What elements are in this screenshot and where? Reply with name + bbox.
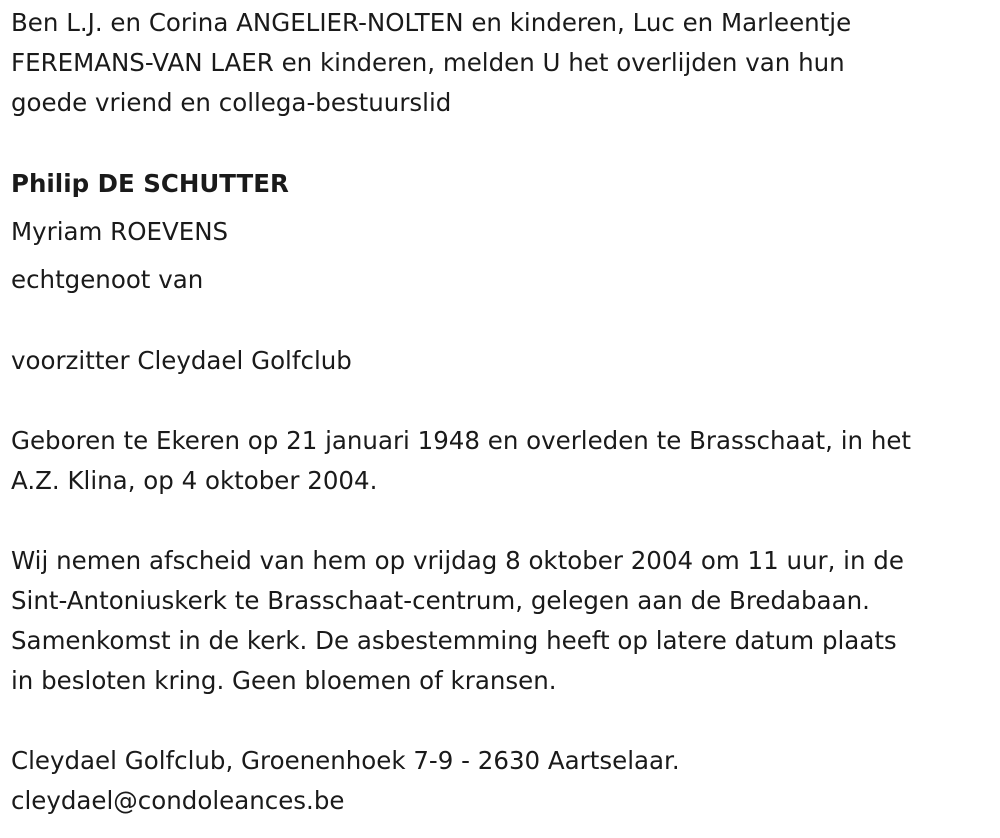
- intro-paragraph: [11, 3, 986, 123]
- relation-text: echtgenoot van: [11, 265, 204, 294]
- intro-line: Ben L.J. en Corina ANGELIER-NOLTEN en kinderen, Luc en Marleentje: [11, 8, 852, 37]
- role-text: voorzitter Cleydael Golfclub: [11, 346, 352, 375]
- spouse-name: Myriam ROEVENS: [11, 217, 229, 246]
- contact-address: Cleydael Golfclub, Groenenhoek 7-9 - 2630 Aartselaar.: [11, 746, 680, 775]
- intro-line: goede vriend en collega-bestuurslid: [11, 88, 452, 117]
- ceremony-paragraph: [11, 541, 986, 701]
- ceremony-line: Samenkomst in de kerk. De asbestemming heeft op latere datum plaats: [11, 626, 897, 655]
- contact-email: cleydael@condoleances.be: [11, 786, 345, 815]
- intro-line: FEREMANS-VAN LAER en kinderen, melden U het overlijden van hun: [11, 48, 845, 77]
- ceremony-line: Sint-Antoniuskerk te Brasschaat-centrum, gelegen aan de Bredabaan.: [11, 586, 870, 615]
- birth-line: Geboren te Ekeren op 21 januari 1948 en overleden te Brasschaat, in het: [11, 426, 912, 455]
- ceremony-line: Wij nemen afscheid van hem op vrijdag 8 oktober 2004 om 11 uur, in de: [11, 546, 904, 575]
- deceased-name: Philip DE SCHUTTER: [11, 169, 289, 198]
- birth-line: A.Z. Klina, op 4 oktober 2004.: [11, 466, 378, 495]
- birth-death-paragraph: [11, 421, 986, 501]
- ceremony-line: in besloten kring. Geen bloemen of kransen.: [11, 666, 557, 695]
